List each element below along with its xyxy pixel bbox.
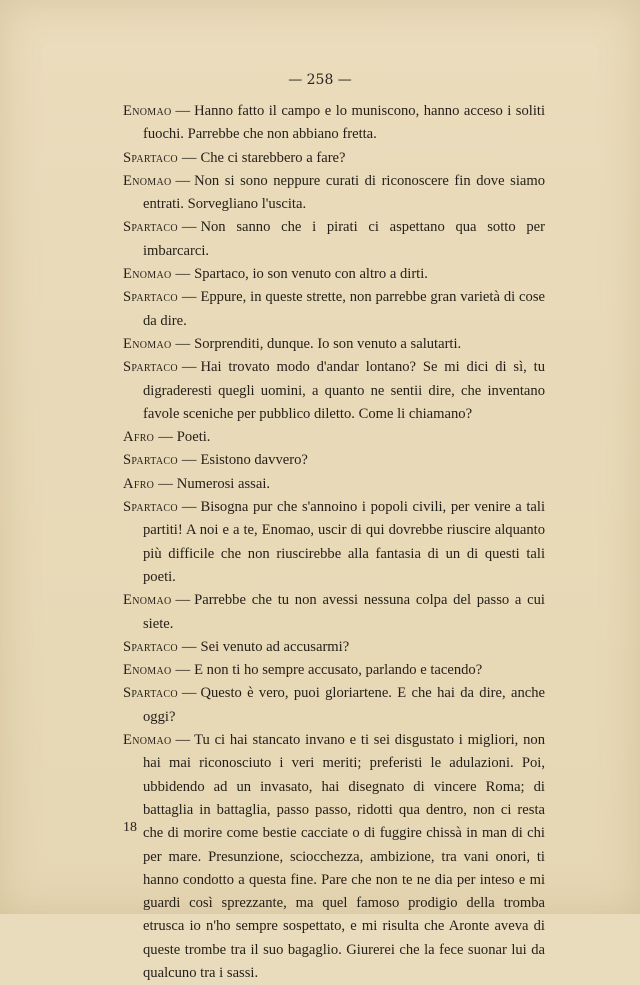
speaker-name: Enomao	[123, 335, 172, 352]
dash: —	[181, 149, 197, 166]
speaker-name: Spartaco	[123, 452, 178, 469]
speech-text: Sei venuto ad accusarmi?	[200, 638, 350, 655]
speech-text: Poeti.	[176, 429, 211, 446]
speaker-name: Spartaco	[123, 359, 178, 376]
speech-line	[123, 147, 545, 170]
speaker-name: Enomao	[123, 732, 172, 749]
speech-line	[123, 496, 545, 589]
speech-line	[123, 263, 545, 286]
dash: —	[175, 172, 191, 189]
speech-line	[123, 473, 545, 496]
speaker-name: Spartaco	[123, 219, 178, 236]
dash: —	[175, 732, 191, 749]
speech-text: Eppure, in queste strette, non parrebbe gran varietà di cose da dire.	[143, 289, 545, 329]
speaker-name: Enomao	[123, 592, 172, 609]
speech-line	[123, 682, 545, 729]
dash: —	[181, 685, 197, 702]
speech-line	[123, 659, 545, 682]
speech-line	[123, 286, 545, 333]
dash: —	[158, 475, 173, 492]
speech-line	[123, 589, 545, 636]
speaker-name: Afro	[123, 475, 155, 492]
dash: —	[181, 638, 197, 655]
speaker-name: Spartaco	[123, 289, 178, 306]
dash: —	[175, 335, 191, 352]
dialogue-text	[123, 100, 545, 985]
speech-line	[123, 729, 545, 985]
speech-text: Parrebbe che tu non avessi nessuna colpa del passo a cui siete.	[143, 592, 545, 632]
dash: —	[175, 103, 191, 119]
speaker-name: Enomao	[123, 662, 172, 679]
speech-text: Hanno fatto il campo e lo muniscono, hanno acceso i soliti fuochi. Parrebbe che non abbiano fretta.	[143, 103, 545, 143]
dash: —	[181, 219, 197, 236]
speech-line	[123, 170, 545, 217]
dash: —	[181, 499, 197, 516]
speaker-name: Enomao	[123, 266, 172, 283]
dash: —	[158, 429, 173, 446]
speaker-name: Spartaco	[123, 638, 178, 655]
speaker-name: Spartaco	[123, 499, 178, 516]
dash: —	[181, 289, 197, 306]
speech-text: Numerosi assai.	[176, 475, 271, 492]
dash: —	[181, 452, 197, 469]
speech-text: Questo è vero, puoi gloriartene. E che hai da dire, anche oggi?	[143, 685, 545, 725]
speech-text: Spartaco, io son venuto con altro a dirti.	[194, 266, 428, 283]
dash: —	[181, 359, 197, 376]
speaker-name: Enomao	[123, 172, 172, 189]
dash: —	[175, 662, 191, 679]
dash: —	[175, 592, 191, 609]
speech-line	[123, 216, 545, 263]
speech-text: Non sanno che i pirati ci aspettano qua sotto per imbarcarci.	[143, 219, 545, 259]
dash: —	[175, 266, 191, 283]
speech-text: Esistono davvero?	[200, 452, 308, 469]
speech-text: Sorprenditi, dunque. Io son venuto a salutarti.	[194, 335, 462, 352]
speaker-name: Enomao	[123, 103, 172, 119]
page-number: — 258 —	[288, 72, 352, 88]
speech-text: E non ti ho sempre accusato, parlando e tacendo?	[194, 662, 483, 679]
speech-line	[123, 333, 545, 356]
speech-line	[123, 449, 545, 472]
signature-mark: 18	[123, 820, 137, 835]
speech-line	[123, 426, 545, 449]
speech-text: Non si sono neppure curati di riconoscere fin dove siamo entrati. Sorvegliano l'uscita.	[143, 172, 545, 213]
speech-text: Tu ci hai stancato invano e ti sei disgustato i migliori, non hai mai riconosciuto i veri meriti; preferisti le adulazioni. Poi, ubbidendo ad un invasato, hai disegnato di vincere Roma; di battaglia in battaglia, passo passo, ridotti qua dentro, non ci resta che di morire come bestie cacciate o di fuggire chissà in man di chi per mare. Presunzione, sciocchezza, ambizione, tra vani onori, ti hanno condotto a questa fine. Pare che non te ne dia per inteso e mi guardi così sprezzante, ma quel famoso prodigio della tromba etrusca io n'ho sempre sospettato, e mi risulta che Aronte aveva di queste trombe tra il suo bagaglio. Giurerei che la fece suonar lui da qualcuno tra i sassi.	[143, 732, 545, 981]
speaker-name: Spartaco	[123, 149, 178, 166]
speech-line	[123, 636, 545, 659]
speech-line	[123, 100, 545, 147]
speaker-name: Afro	[123, 429, 155, 446]
speech-text: Hai trovato modo d'andar lontano? Se mi dici di sì, tu digraderesti quegli uomini, a quanto ne sentii dire, che inventano favole sceniche per pubblico diletto. Come li chiamano?	[143, 359, 545, 422]
speech-text: Bisogna pur che s'annoino i popoli civili, per venire a tali partiti! A noi e a te, Enomao, uscir di qui dovrebbe riuscire alquanto più difficile che non riuscirebbe alla fantasia di un di questi tali poeti.	[143, 499, 545, 585]
speaker-name: Spartaco	[123, 685, 178, 702]
speech-text: Che ci starebbero a fare?	[200, 149, 346, 166]
speech-line	[123, 356, 545, 426]
